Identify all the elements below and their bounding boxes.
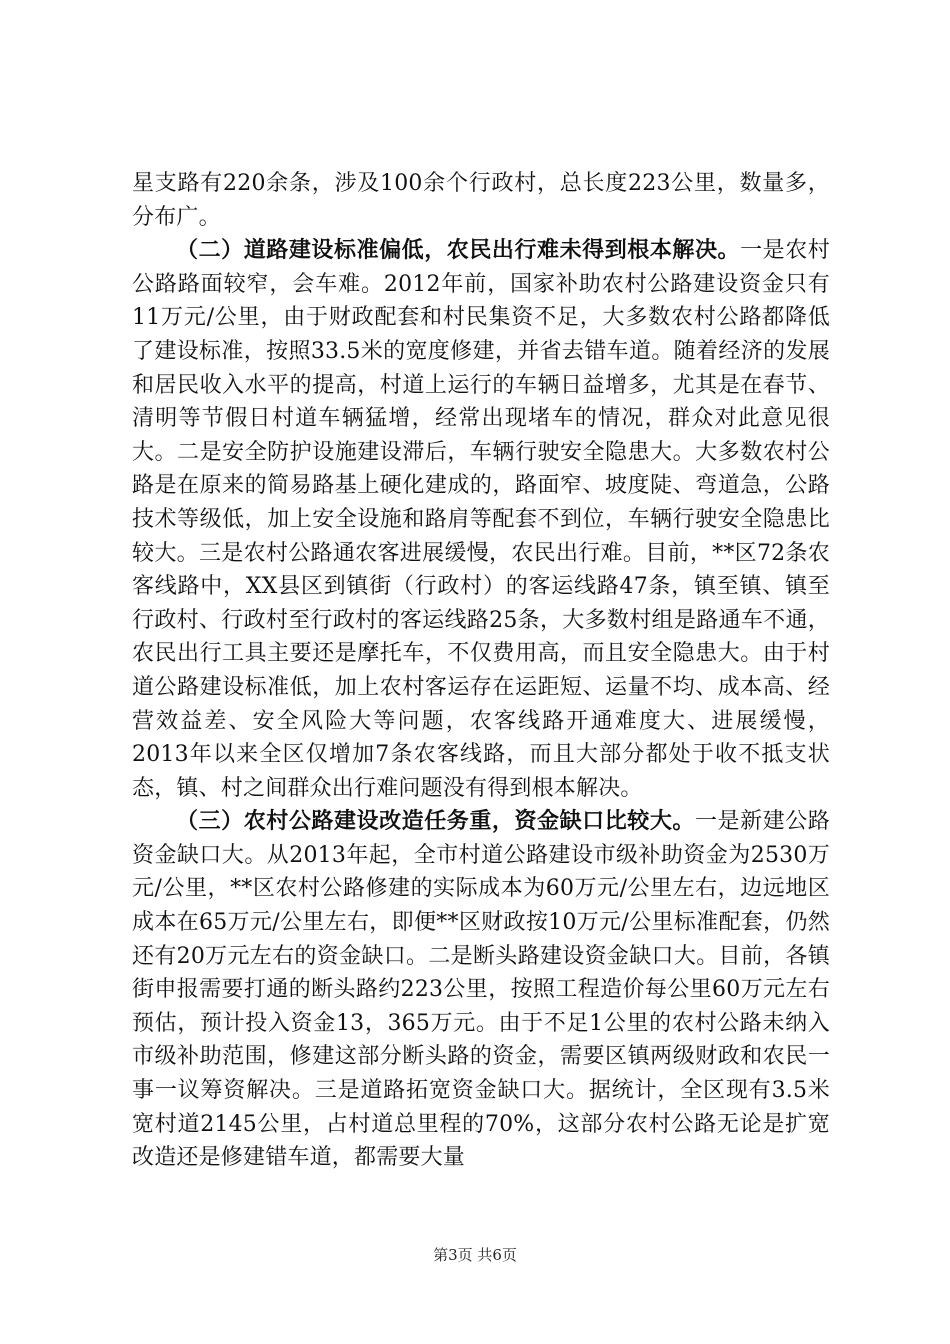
document-body <box>132 167 830 1175</box>
page-number: 第3页 共6页 <box>433 1246 517 1264</box>
paragraph-2 <box>132 234 830 805</box>
page-footer <box>0 1245 950 1265</box>
paragraph-3-text: 一是新建公路资金缺口大。从2013年起，全市村道公路建设市级补助资金为2530万元/公里，**区农村公路修建的实际成本为60万元/公里左右，边远地区成本在65万元/公里左右，即便**区财政按10万元/公里标准配套，仍然还有20万元左右的资金缺口。二是断头路建设资金缺口大。目前，各镇街申报需要打通的断头路约223公里，按照工程造价每公里60万元左右预估，预计投入资金13，365万元。由于不足1公里的农村公路未纳入市级补助范围，修建这部分断头路的资金，需要区镇两级财政和农民一事一议筹资解决。三是道路拓宽资金缺口大。据统计，全区现有3.5米宽村道2145公里，占村道总里程的70%，这部分农村公路无论是扩宽改造还是修建错车道，都需要大量 <box>132 809 831 1171</box>
paragraph-1-text: 星支路有220余条，涉及100余个行政村，总长度223公里，数量多，分布广。 <box>132 171 830 230</box>
paragraph-2-text: 一是农村公路路面较窄，会车难。2012年前，国家补助农村公路建设资金只有11万元/公里，由于财政配套和村民集资不足，大多数农村公路都降低了建设标准，按照33.5米的宽度修建，并省去错车道。随着经济的发展和居民收入水平的提高，村道上运行的车辆日益增多，尤其是在春节、清明等节假日村道车辆猛增，经常出现堵车的情况，群众对此意见很大。二是安全防护设施建设滞后，车辆行驶安全隐患大。大多数农村公路是在原来的简易路基上硬化建成的，路面窄、坡度陡、弯道急，公路技术等级低，加上安全设施和路肩等配套不到位，车辆行驶安全隐患比较大。三是农村公路通农客进展缓慢，农民出行难。目前，**区72条农客线路中，XX县区到镇街（行政村）的客运线路47条，镇至镇、镇至行政村、行政村至行政村的客运线路25条，大多数村组是路通车不通，农民出行工具主要还是摩托车，不仅费用高，而且安全隐患大。由于村道公路建设标准低，加上农村客运存在运距短、运量不均、成本高、经营效益差、安全风险大等问题，农客线路开通难度大、进展缓慢，2013年以来全区仅增加7条农客线路，而且大部分都处于收不抵支状态，镇、村之间群众出行难问题没有得到根本解决。 <box>132 238 830 801</box>
paragraph-1 <box>132 167 830 234</box>
section-heading-2: （二）道路建设标准偏低，农民出行难未得到根本解决。 <box>176 237 741 264</box>
section-heading-3: （三）农村公路建设改造任务重，资金缺口比较大。 <box>176 808 695 835</box>
paragraph-3 <box>132 805 830 1175</box>
